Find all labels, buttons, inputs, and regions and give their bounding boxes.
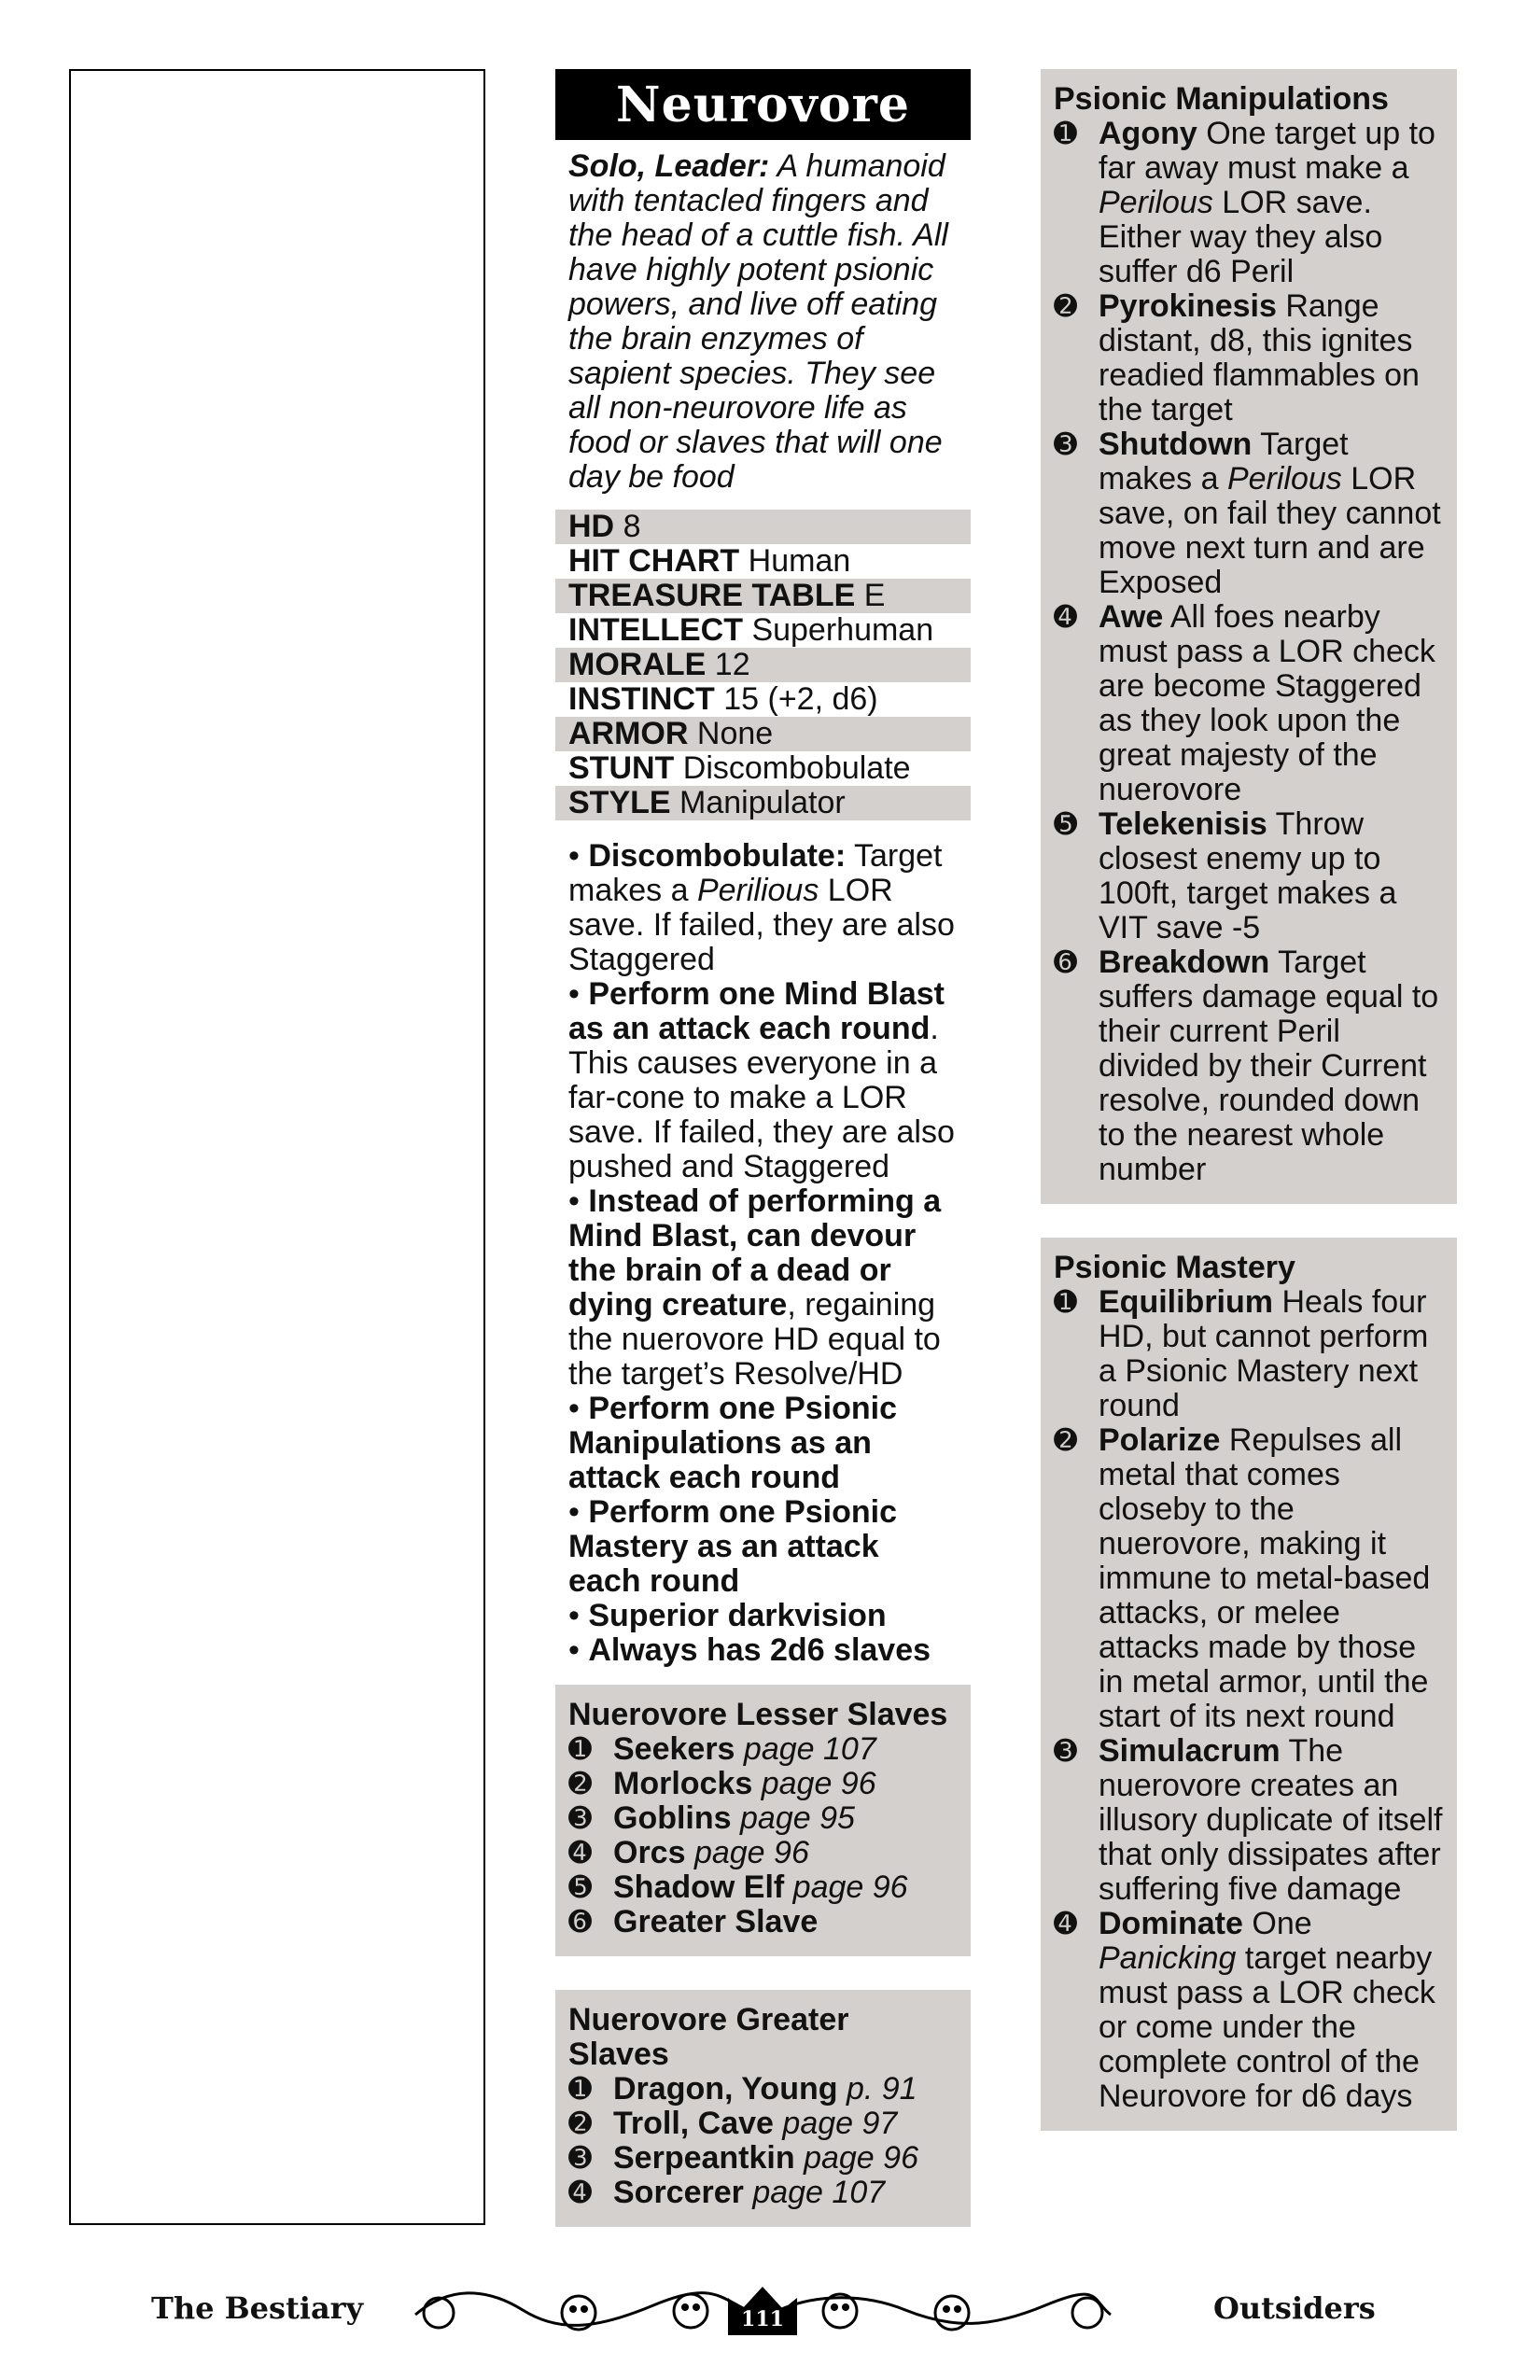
lesser-slaves-heading: Nuerovore Lesser Slaves (568, 1697, 948, 1732)
ability-item: • Always has 2d6 slaves (568, 1632, 931, 1668)
die-face-icon: ➊ (568, 2073, 593, 2106)
die-face-icon: ➋ (1054, 290, 1078, 323)
table-row: ➌ Goblins page 95 (568, 1800, 855, 1836)
intro-body: A humanoid with tentacled fingers and the head of a cuttle fish. All have highly potent psionic powers, and live off eating the brain enzymes of sapient species. They see all non-neurovore life as food or slaves that will one day be food (568, 148, 948, 495)
greater-slaves-table (555, 1990, 971, 2227)
table-row: ➋ Polarize Repulses all metal that comes closeby to the nuerovore, making it immune to metal-based attacks, or melee attacks made by those in metal armor, until the start of its next round (1054, 1422, 1431, 1734)
footer-book-title: The Bestiary (151, 2290, 364, 2326)
stat-row: STUNT Discombobulate (568, 750, 911, 786)
table-row: ➏ Breakdown Target suffers damage equal to their current Peril divided by their Current resolve, rounded down to the nearest whole number (1054, 945, 1439, 1187)
intro-text (555, 140, 971, 495)
ability-item: • Discombobulate: Target makes a Perilious LOR save. If failed, they are also Staggered (568, 838, 955, 977)
skull-border-icon (411, 2277, 1115, 2339)
table-row: ➎ Telekenisis Throw closest enemy up to 100ft, target makes a VIT save -5 (1054, 806, 1397, 945)
lesser-slaves-table (555, 1685, 971, 1956)
die-face-icon: ➎ (568, 1871, 593, 1904)
stat-row: HD 8 (555, 510, 971, 544)
table-row: ➌ Simulacrum The nuerovore creates an illusory duplicate of itself that only dissipates after suffering five damage (1054, 1733, 1443, 1907)
ability-item: • Perform one Mind Blast as an attack each round. This causes everyone in a far-cone to make a LOR save. If failed, they are also pushed and Staggered (568, 976, 955, 1184)
mastery-heading: Psionic Mastery (1054, 1250, 1295, 1285)
table-row: ➍ Awe All foes nearby must pass a LOR check are become Staggered as they look upon the great majesty of the nuerovore (1054, 599, 1435, 807)
die-face-icon: ➏ (1054, 946, 1078, 979)
stat-block (555, 510, 971, 820)
table-row: ➋ Troll, Cave page 97 (568, 2106, 898, 2141)
die-face-icon: ➊ (568, 1733, 593, 1766)
die-face-icon: ➋ (1054, 1424, 1078, 1457)
table-row: ➌ Serpeantkin page 96 (568, 2140, 918, 2176)
die-face-icon: ➊ (1054, 118, 1078, 150)
page-title: Neurovore (555, 69, 971, 140)
ability-item: • Instead of performing a Mind Blast, can devour the brain of a dead or dying creature, regaining the nuerovore HD equal to the target’s Resolve/HD (568, 1183, 942, 1392)
psionic-mastery-table (1041, 1238, 1457, 2131)
stat-row: INSTINCT 15 (+2, d6) (568, 681, 878, 717)
die-face-icon: ➍ (1054, 1908, 1078, 1940)
table-row: ➊ Seekers page 107 (568, 1731, 876, 1767)
die-face-icon: ➍ (568, 1837, 593, 1869)
ability-list (555, 839, 971, 1668)
table-row: ➋ Morlocks page 96 (568, 1766, 876, 1801)
table-row: ➋ Pyrokinesis Range distant, d8, this ignites readied flammables on the target (1054, 288, 1420, 427)
table-row: ➌ Shutdown Target makes a Perilous LOR save, on fail they cannot move next turn and are Exposed (1054, 427, 1441, 600)
stat-row: HIT CHART Human (568, 543, 851, 579)
table-row: ➊ Equilibrium Heals four HD, but cannot perform a Psionic Mastery next round (1054, 1284, 1429, 1423)
manipulations-heading: Psionic Manipulations (1054, 81, 1389, 117)
page-number: 111 (741, 2307, 784, 2331)
stat-row: INTELLECT Superhuman (568, 612, 934, 648)
die-face-icon: ➎ (1054, 808, 1078, 841)
die-face-icon: ➌ (568, 1802, 593, 1835)
table-row: ➊ Agony One target up to far away must make a Perilous LOR save. Either way they also suffer d6 Peril (1054, 116, 1435, 289)
table-row: ➎ Shadow Elf page 96 (568, 1869, 908, 1905)
table-row: ➏ Greater Slave (568, 1904, 819, 1939)
image-placeholder-frame (69, 69, 485, 2225)
die-face-icon: ➍ (568, 2177, 593, 2209)
die-face-icon: ➌ (1054, 1735, 1078, 1768)
main-column (555, 69, 971, 2227)
table-row: ➍ Sorcerer page 107 (568, 2175, 886, 2210)
die-face-icon: ➊ (1054, 1286, 1078, 1319)
die-face-icon: ➌ (568, 2142, 593, 2175)
ability-item: • Perform one Psionic Manipulations as an attack each round (568, 1391, 897, 1495)
die-face-icon: ➋ (568, 1768, 593, 1800)
stat-row: MORALE 12 (555, 648, 971, 682)
intro-lead: Solo, Leader: (568, 148, 770, 184)
stat-row: ARMOR None (555, 717, 971, 751)
footer-section-title: Outsiders (1213, 2290, 1376, 2326)
page-footer (0, 2277, 1540, 2343)
side-column (1041, 69, 1457, 2131)
greater-slaves-heading: Nuerovore Greater Slaves (568, 2002, 849, 2072)
die-face-icon: ➋ (568, 2107, 593, 2140)
stat-row: TREASURE TABLE E (555, 579, 971, 613)
table-row: ➍ Dominate One Panicking target nearby must pass a LOR check or come under the complete control of the Neurovore for d6 days (1054, 1906, 1435, 2114)
table-row: ➍ Orcs page 96 (568, 1835, 809, 1870)
table-row: ➊ Dragon, Young p. 91 (568, 2071, 917, 2107)
ability-item: • Superior darkvision (568, 1598, 887, 1633)
ability-item: • Perform one Psionic Mastery as an attack each round (568, 1494, 897, 1599)
stat-row: STYLE Manipulator (555, 786, 971, 820)
psionic-manipulations-table (1041, 69, 1457, 1204)
die-face-icon: ➏ (568, 1906, 593, 1939)
die-face-icon: ➌ (1054, 428, 1078, 461)
die-face-icon: ➍ (1054, 601, 1078, 634)
